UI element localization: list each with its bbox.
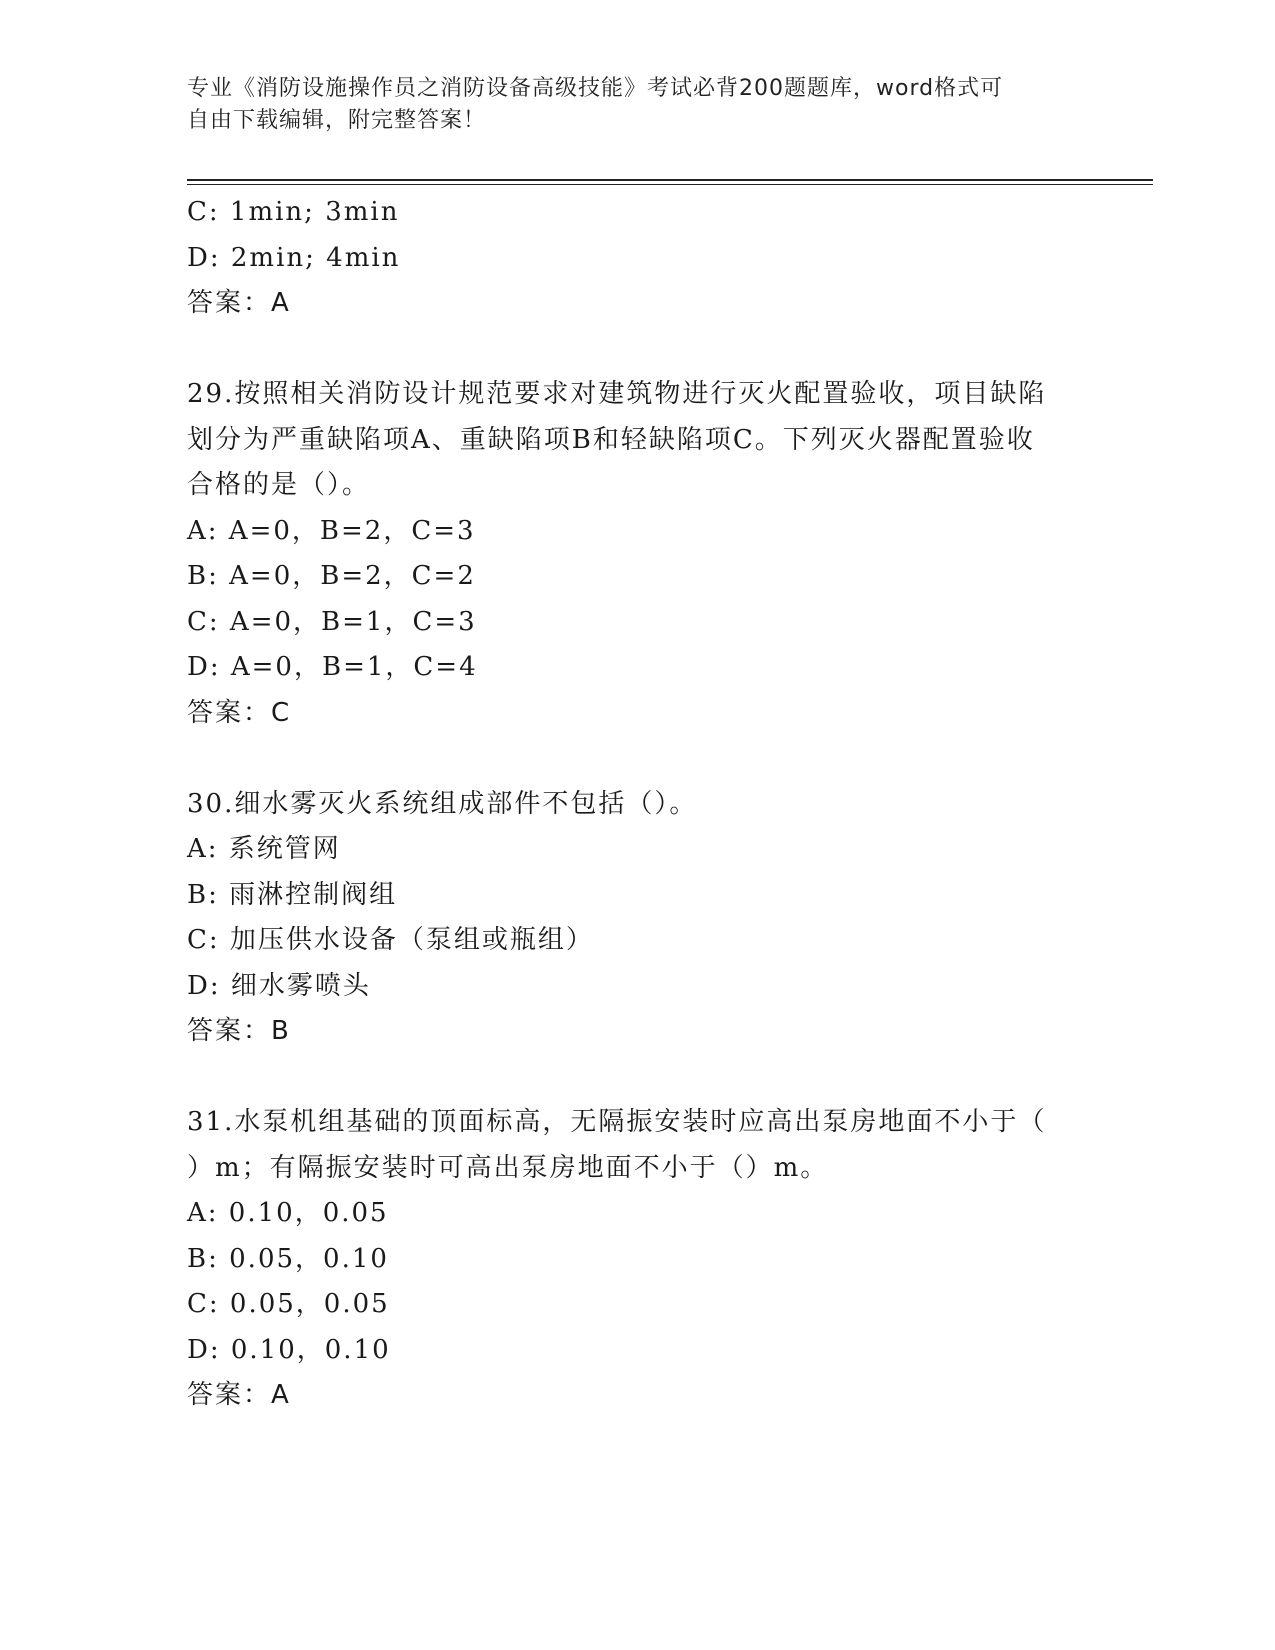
question-31-option-d: D: 0.10，0.10 [187,1334,391,1365]
question-30-option-d: D: 细水雾喷头 [187,970,371,1001]
question-29-option-a: A: A=0，B=2，C=3 [187,515,476,546]
question-31-option-b: B: 0.05，0.10 [187,1243,389,1274]
question-29-option-c: C: A=0，B=1，C=3 [187,606,477,637]
question-29-stem-line-1: 29.按照相关消防设计规范要求对建筑物进行灭火配置验收，项目缺陷 [187,379,1047,409]
spacer [187,327,1087,373]
question-30-option-b: B: 雨淋控制阀组 [187,879,398,910]
question-content [187,190,1087,1419]
question-29-stem-line-3: 合格的是（）。 [187,470,371,500]
answer-line: 答案：A [187,288,291,318]
question-29-option-b: B: A=0，B=2，C=2 [187,561,476,591]
header-line-1: 专业《消防设施操作员之消防设备高级技能》考试必背200题题库，word格式可 [187,76,1004,101]
question-31-stem-line-2: ）m；有隔振安装时可高出泵房地面不小于（）m。 [187,1152,829,1183]
question-31-stem-line-1: 31.水泵机组基础的顶面标高，无隔振安装时应高出泵房地面不小于（ [187,1107,1047,1137]
question-30-answer: 答案：B [187,1016,291,1046]
question-29-stem-line-2: 划分为严重缺陷项A、重缺陷项B和轻缺陷项C。下列灭火器配置验收 [187,424,1035,455]
spacer [187,736,1087,782]
option-d: D: 2min; 4min [187,242,401,273]
question-31-option-c: C: 0.05，0.05 [187,1289,390,1319]
header-divider-thin [187,184,1153,185]
question-29-answer: 答案：C [187,697,292,728]
header-line-2: 自由下载编辑，附完整答案！ [187,108,487,133]
question-31-answer: 答案：A [187,1380,291,1410]
header-divider-thick [187,179,1153,181]
question-30-stem-line-1: 30.细水雾灭火系统组成部件不包括（）。 [187,788,698,819]
question-31-option-a: A: 0.10，0.05 [187,1198,389,1228]
spacer [187,1055,1087,1101]
question-30-option-c: C: 加压供水设备（泵组或瓶组） [187,925,594,955]
question-30-option-a: A: 系统管网 [187,834,341,864]
document-header [187,73,1087,137]
option-c: C: 1min; 3min [187,197,400,227]
question-29-option-d: D: A=0，B=1，C=4 [187,652,478,682]
